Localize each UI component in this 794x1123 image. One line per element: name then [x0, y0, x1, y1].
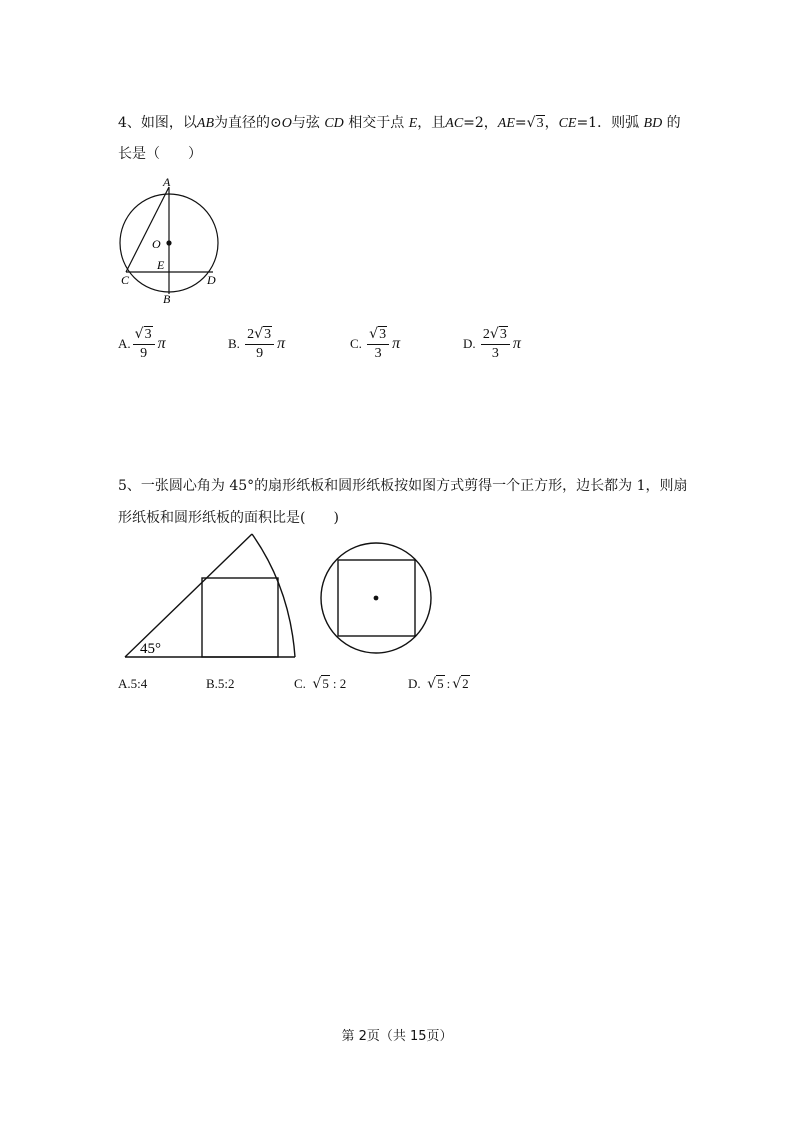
option-sqrt: √5: [427, 676, 444, 692]
q5-option-a[interactable]: [118, 676, 147, 692]
q5-option-d[interactable]: D. √5 : √2: [408, 676, 469, 692]
q4-label-c: C: [121, 273, 130, 287]
q4-text: ，: [544, 115, 559, 131]
q4-text: =: [514, 115, 527, 131]
q4-option-c[interactable]: C. $\frac{√3}{3}$ π: [350, 326, 401, 361]
q4-label-e: E: [157, 258, 165, 272]
q4-var-o: O: [281, 116, 292, 131]
page-footer: 第 2页（共 15页）: [341, 1029, 453, 1044]
q5-circle-figure: [316, 540, 438, 658]
option-fraction: $\frac{2√3}{9}$: [245, 325, 274, 363]
q4-sqrt3: √3: [526, 115, 544, 131]
q5-sector-figure: [118, 530, 308, 665]
option-label: B.: [228, 336, 240, 351]
option-sqrt: √2: [452, 676, 469, 692]
option-label: C.: [294, 676, 306, 691]
q4-var-cd: CD: [324, 116, 344, 131]
q5-sector-square: [202, 578, 278, 657]
option-fraction: $\frac{√3}{9}$: [133, 325, 155, 363]
q5-option-b[interactable]: [206, 676, 235, 692]
q5-angle-label: 45°: [140, 641, 161, 657]
option-label: A.5:4: [118, 676, 148, 691]
q5-circle-center-dot: [374, 596, 379, 601]
q4-text: =2，: [463, 115, 498, 131]
q4-text: =1．则弧: [576, 115, 640, 131]
q4-option-a[interactable]: A. $\frac{√3}{9}$ π: [118, 326, 166, 361]
q4-label-d: D: [207, 273, 216, 287]
q4-center-dot: [166, 240, 171, 245]
q5-sector-radius-slanted: [125, 534, 252, 657]
q4-text: 相交于点: [348, 115, 405, 131]
q4-line1: [118, 113, 681, 134]
q4-text: ，且: [417, 115, 446, 131]
option-label: B.5:2: [206, 676, 235, 691]
q4-var-e: E: [408, 116, 418, 131]
q5-line2: 形纸板和圆形纸板的面积比是( ): [118, 510, 339, 526]
q4-text: 的: [666, 115, 681, 131]
option-label: D.: [408, 676, 421, 691]
q4-option-d[interactable]: D. $\frac{2√3}{3}$ π: [463, 326, 521, 361]
q4-text: 为直径的⊙: [214, 115, 282, 131]
option-fraction: $\frac{√3}{3}$: [367, 325, 389, 363]
option-fraction: $\frac{2√3}{3}$: [481, 325, 510, 363]
q4-var-ae: AE: [497, 116, 515, 131]
q4-label-b: B: [163, 292, 171, 306]
q4-option-b[interactable]: B. $\frac{2√3}{9}$ π: [228, 326, 286, 361]
q4-var-bd: BD: [643, 116, 663, 131]
q4-circle-figure: [112, 172, 232, 312]
q5-sector-arc: [252, 534, 295, 657]
q4-text: 4、如图，以: [118, 115, 197, 131]
q5-line1: 5、一张圆心角为 45°的扇形纸板和圆形纸板按如图方式剪得一个正方形，边长都为 1，则扇: [118, 478, 688, 494]
q4-var-ac: AC: [445, 116, 464, 131]
q4-label-o: O: [152, 237, 161, 251]
option-label: C.: [350, 336, 362, 351]
option-sqrt: √5: [312, 676, 329, 692]
q4-line2: 长是（ ）: [118, 146, 202, 162]
q4-label-a: A: [163, 175, 171, 189]
q4-var-ce: CE: [558, 116, 577, 131]
q4-text: 与弦: [291, 115, 320, 131]
option-label: D.: [463, 336, 476, 351]
q5-option-c[interactable]: C. √5 : 2: [294, 676, 347, 692]
q4-var-ab: AB: [196, 116, 215, 131]
option-label: A.: [118, 336, 131, 351]
